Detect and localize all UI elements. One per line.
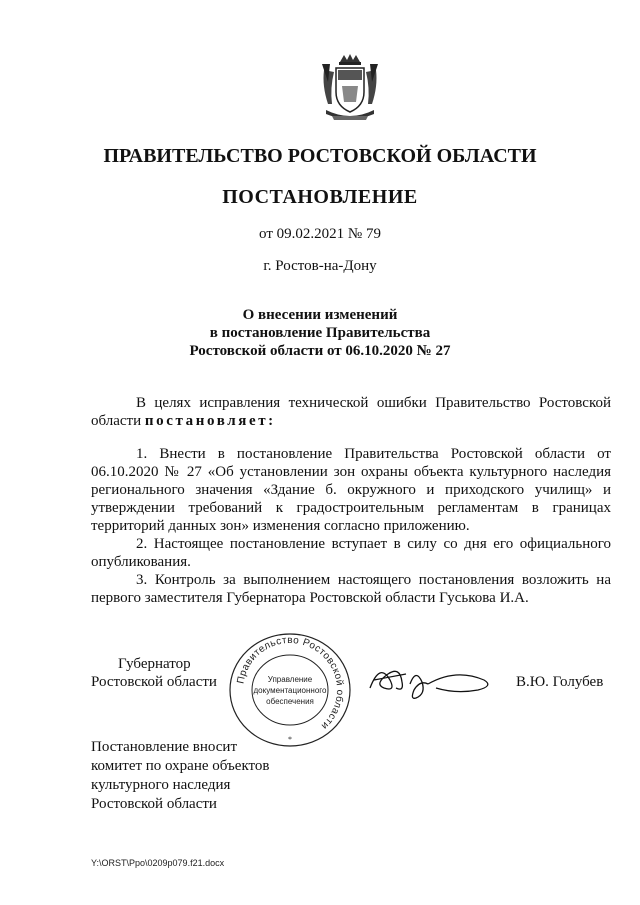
government-name: ПРАВИТЕЛЬСТВО РОСТОВСКОЙ ОБЛАСТИ — [103, 145, 537, 167]
file-path: Y:\ORST\Ppo\0209p079.f21.docx — [91, 858, 225, 868]
title-line-1: О внесении изменений — [242, 307, 398, 323]
decree-items — [91, 445, 611, 607]
decree-word: постановляет: — [144, 413, 276, 429]
signer-position-line2: Ростовской области — [91, 674, 217, 690]
decree-item: 1. Внести в постановление Правительства Ростовской области от 06.10.2020 № 27 «Об установлении зон охраны объекта культурного наследия регионального значения «Здание б. окружного и приходского училищ» и утверждении требований к градостроительным регламентам в границах территорий данных зон» изменения согласно приложению. — [91, 446, 611, 534]
stamp-inner-line2: документационного — [253, 686, 327, 695]
submitter-line1: Постановление вносит — [91, 739, 238, 755]
decree-item: 2. Настоящее постановление вступает в силу со дня его официального опубликования. — [91, 536, 611, 570]
official-stamp — [226, 630, 354, 750]
stamp-inner-line3: обеспечения — [266, 697, 314, 706]
signer-position-line1: Губернатор — [118, 656, 191, 672]
submitter-line3: культурного наследия — [91, 777, 231, 793]
submitter-line2: комитет по охране объектов — [91, 758, 270, 774]
submitter-line4: Ростовской области — [91, 796, 217, 812]
title-line-2: в постановление Правительства — [209, 325, 431, 341]
svg-text:*: * — [288, 735, 292, 744]
handwritten-signature — [366, 658, 496, 702]
signer-name: В.Ю. Голубев — [516, 674, 604, 690]
submitter-block — [91, 738, 269, 814]
decree-item: 3. Контроль за выполнением настоящего постановления возложить на первого заместителя Губернатора Ростовской области Гуськова И.А. — [91, 572, 611, 606]
document-type: ПОСТАНОВЛЕНИЕ — [222, 186, 418, 208]
coat-of-arms-emblem — [318, 52, 382, 124]
title-line-3: Ростовской области от 06.10.2020 № 27 — [189, 343, 451, 359]
preamble-text: В целях исправления технической ошибки Правительство Ростовской области — [91, 395, 611, 429]
city: г. Ростов-на-Дону — [263, 258, 377, 274]
stamp-ring-text: Правительство Ростовской области — [235, 634, 346, 732]
document-title — [0, 306, 640, 360]
stamp-inner-line1: Управление — [267, 675, 313, 684]
preamble — [91, 394, 611, 430]
date-and-number: от 09.02.2021 № 79 — [259, 226, 381, 242]
